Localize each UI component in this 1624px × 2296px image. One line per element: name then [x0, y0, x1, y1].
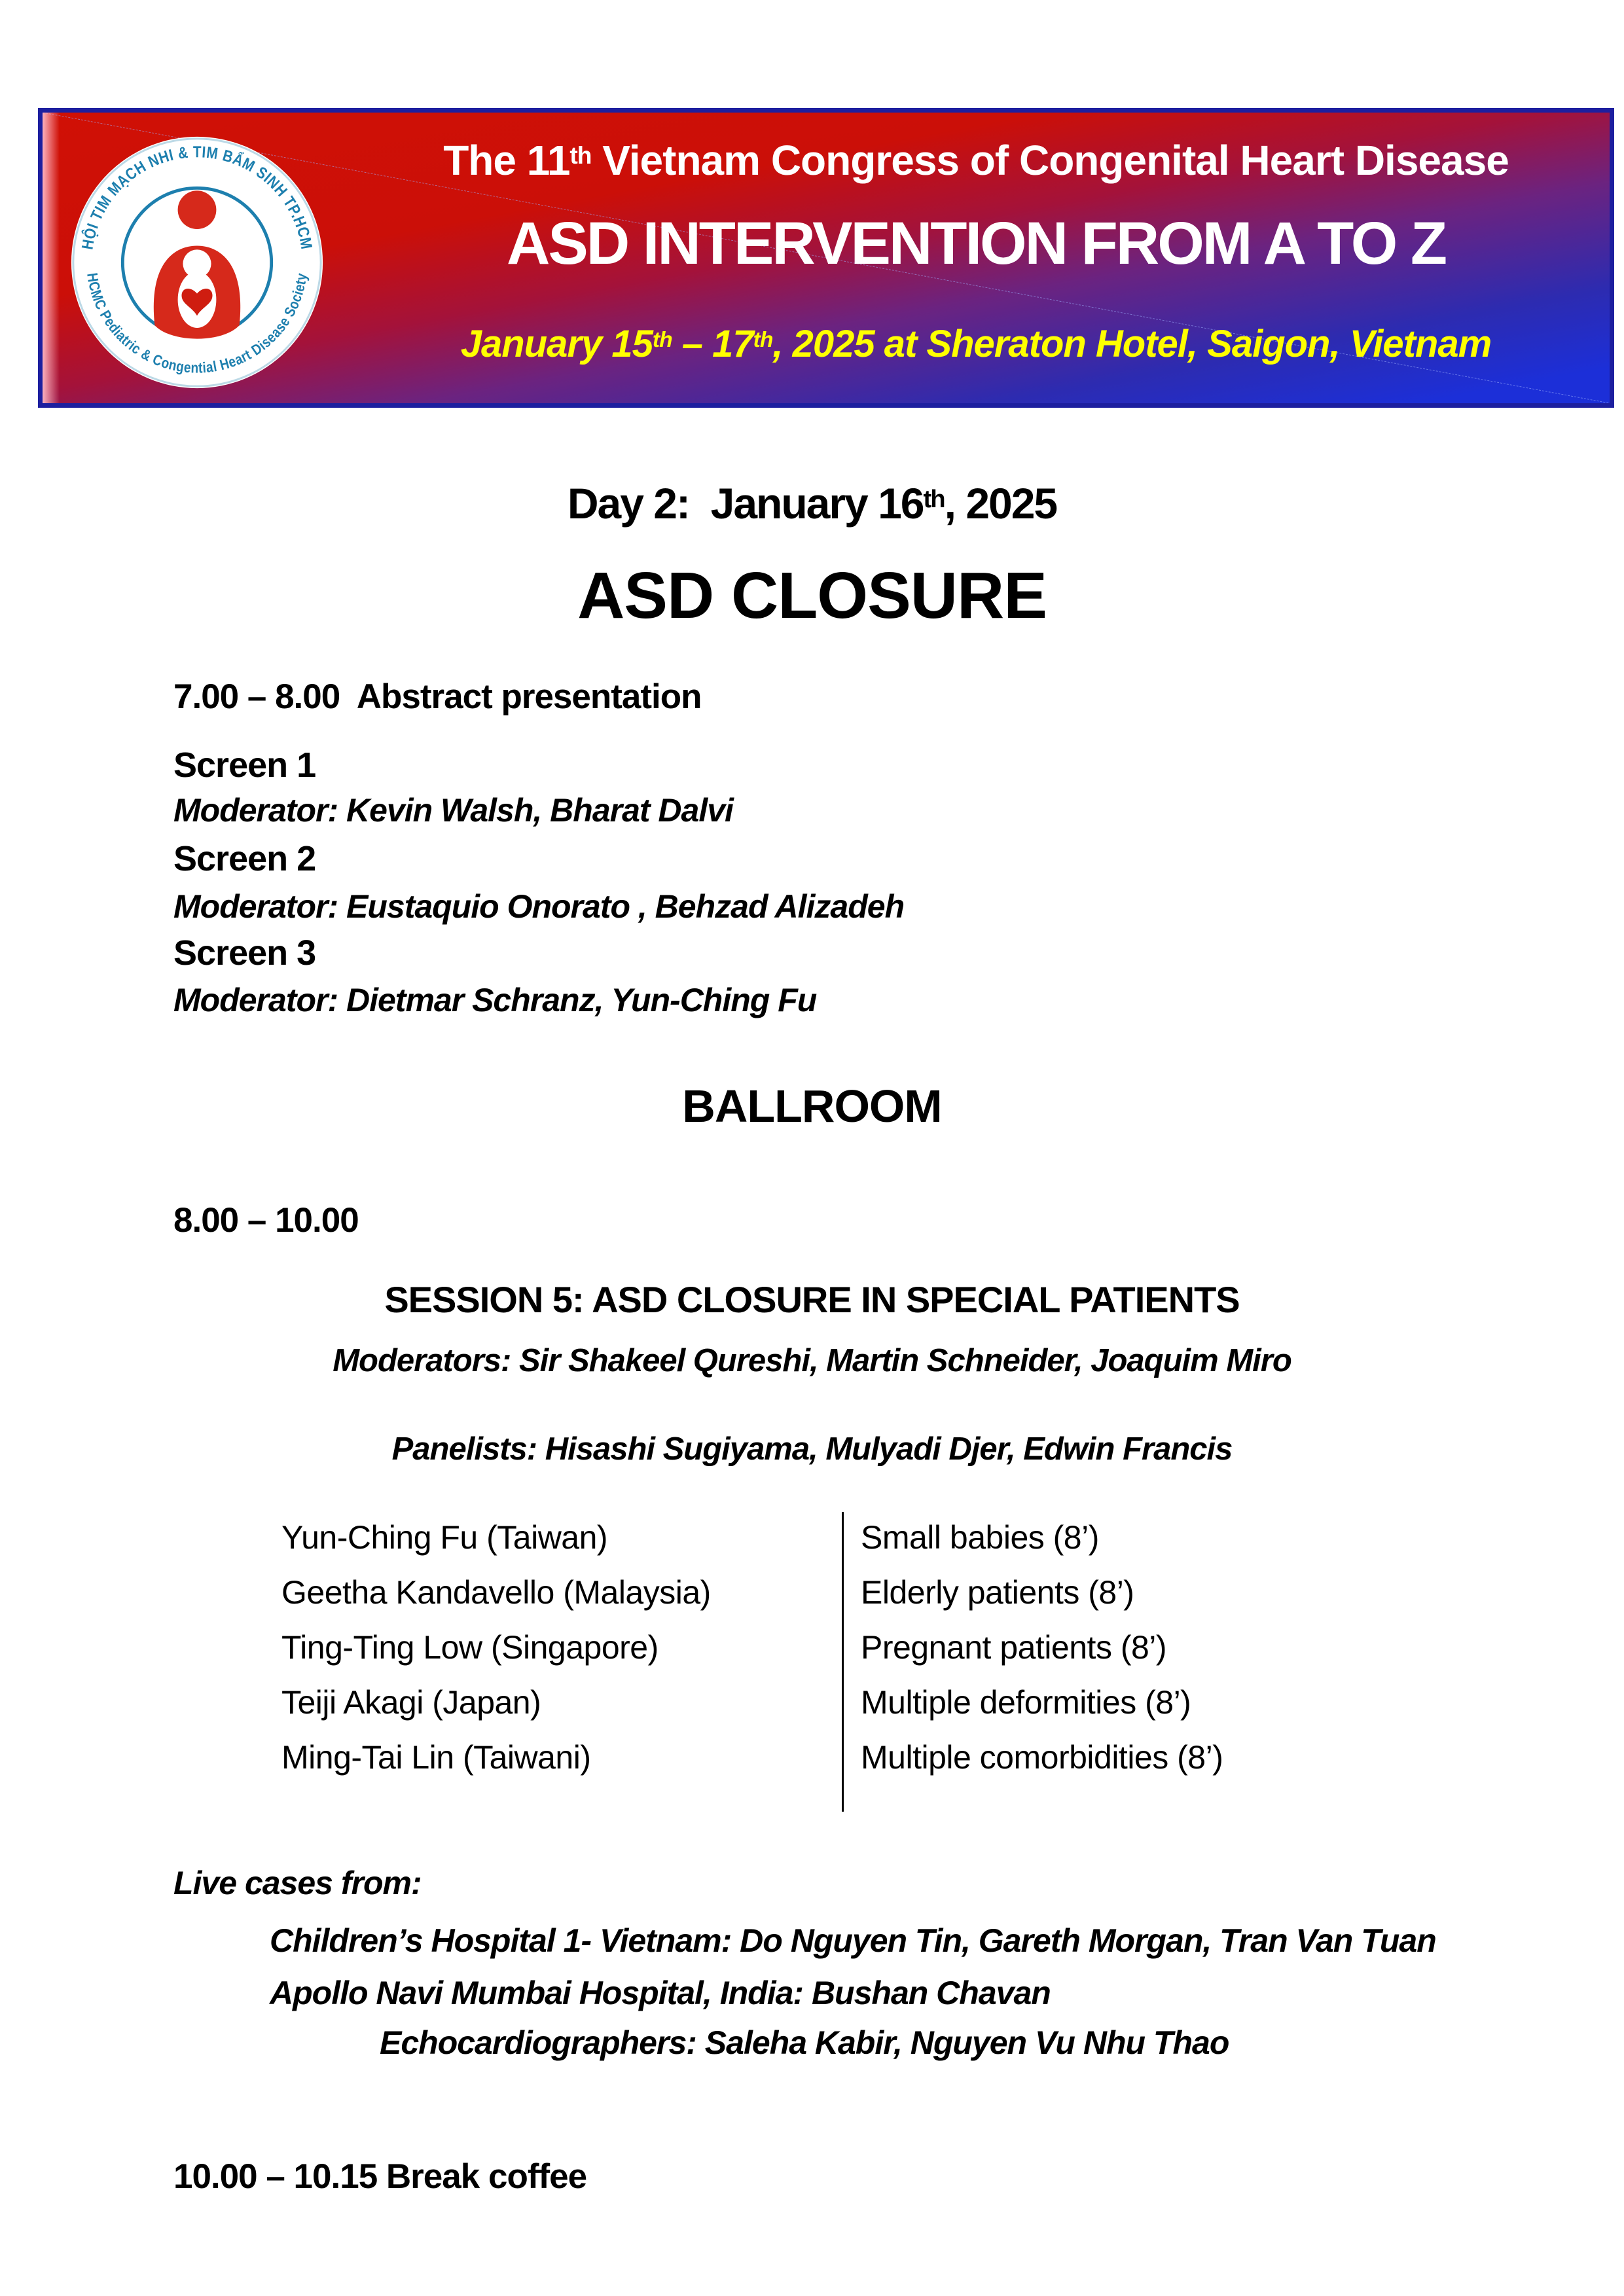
talk-speaker: Ming-Tai Lin (Taiwani): [281, 1739, 591, 1776]
date-sup1: th: [652, 327, 672, 352]
talk-row: [0, 1628, 1624, 1670]
congress-title-superscript: th: [569, 141, 592, 170]
session-5-time: 8.00 – 10.00: [173, 1201, 359, 1240]
screen-1-moderator: Moderator: Kevin Walsh, Bharat Dalvi: [173, 792, 733, 829]
session-day-title: ASD CLOSURE: [577, 559, 1047, 632]
congress-title-post: Vietnam Congress of Congenital Heart Disease: [591, 137, 1509, 184]
talk-speaker: Ting-Ting Low (Singapore): [281, 1629, 659, 1666]
abstract-presentation-line: 7.00 – 8.00 Abstract presentation: [173, 677, 702, 716]
banner-left-highlight: [43, 113, 60, 403]
session-5-moderators: Moderators: Sir Shakeel Qureshi, Martin Schneider, Joaquim Miro: [333, 1343, 1291, 1378]
live-case-line: Echocardiographers: Saleha Kabir, Nguyen Vu Nhu Thao: [380, 2024, 1229, 2061]
coffee-break-line: 10.00 – 10.15 Break coffee: [173, 2157, 587, 2196]
congress-title-pre: The 11: [443, 137, 570, 184]
talk-row: [0, 1573, 1624, 1615]
screen-2-moderator: Moderator: Eustaquio Onorato , Behzad Alizadeh: [173, 888, 905, 925]
screen-1-heading: Screen 1: [173, 745, 316, 785]
date-sup2: th: [753, 327, 773, 352]
live-case-line: Children’s Hospital 1- Vietnam: Do Nguyen Tin, Gareth Morgan, Tran Van Tuan: [270, 1922, 1436, 1959]
society-logo: [69, 134, 325, 391]
day-heading: [0, 478, 1624, 528]
talk-topic: Multiple comorbidities (8’): [861, 1739, 1223, 1776]
screen-3-heading: Screen 3: [173, 933, 316, 973]
screen-2-heading: Screen 2: [173, 839, 316, 878]
talk-topic: Elderly patients (8’): [861, 1574, 1134, 1611]
screen-3-moderator: Moderator: Dietmar Schranz, Yun-Ching Fu: [173, 982, 817, 1018]
live-case-line: Apollo Navi Mumbai Hospital, India: Bushan Chavan: [270, 1975, 1051, 2011]
day-heading-pre: Day 2: January 16: [567, 479, 924, 528]
talk-speaker: Geetha Kandavello (Malaysia): [281, 1574, 711, 1611]
event-banner: [38, 108, 1614, 408]
session-5-panelists: Panelists: Hisashi Sugiyama, Mulyadi Djer, Edwin Francis: [391, 1431, 1233, 1467]
date-part2: – 17: [672, 323, 753, 365]
logo-arc-top-text: HỘI TIM MẠCH NHI & TIM BẨM SINH TP.HCM: [79, 143, 316, 253]
talk-topic: Small babies (8’): [861, 1519, 1099, 1556]
room-heading: BALLROOM: [682, 1081, 942, 1132]
logo-arc-bottom-text: HCMC Pediatric & Congential Heart Disease Society: [84, 270, 311, 376]
congress-title: [350, 136, 1602, 185]
event-date-venue: [350, 322, 1602, 366]
day-heading-superscript: th: [923, 484, 945, 513]
live-cases-label: Live cases from:: [173, 1865, 422, 1901]
talk-topic: Multiple deformities (8’): [861, 1684, 1191, 1721]
date-part3: , 2025 at Sheraton Hotel, Saigon, Vietnam: [772, 323, 1492, 365]
date-part1: January 15: [460, 323, 653, 365]
talk-topic: Pregnant patients (8’): [861, 1629, 1167, 1666]
talk-row: [0, 1683, 1624, 1725]
session-5-title: SESSION 5: ASD CLOSURE IN SPECIAL PATIENTS: [384, 1279, 1240, 1320]
talk-row: [0, 1518, 1624, 1560]
event-main-title: ASD INTERVENTION FROM A TO Z: [506, 210, 1446, 277]
banner-text-block: [350, 113, 1602, 403]
talk-speaker: Yun-Ching Fu (Taiwan): [281, 1519, 608, 1556]
talk-speaker: Teiji Akagi (Japan): [281, 1684, 541, 1721]
day-heading-post: , 2025: [944, 479, 1057, 528]
talk-row: [0, 1738, 1624, 1780]
